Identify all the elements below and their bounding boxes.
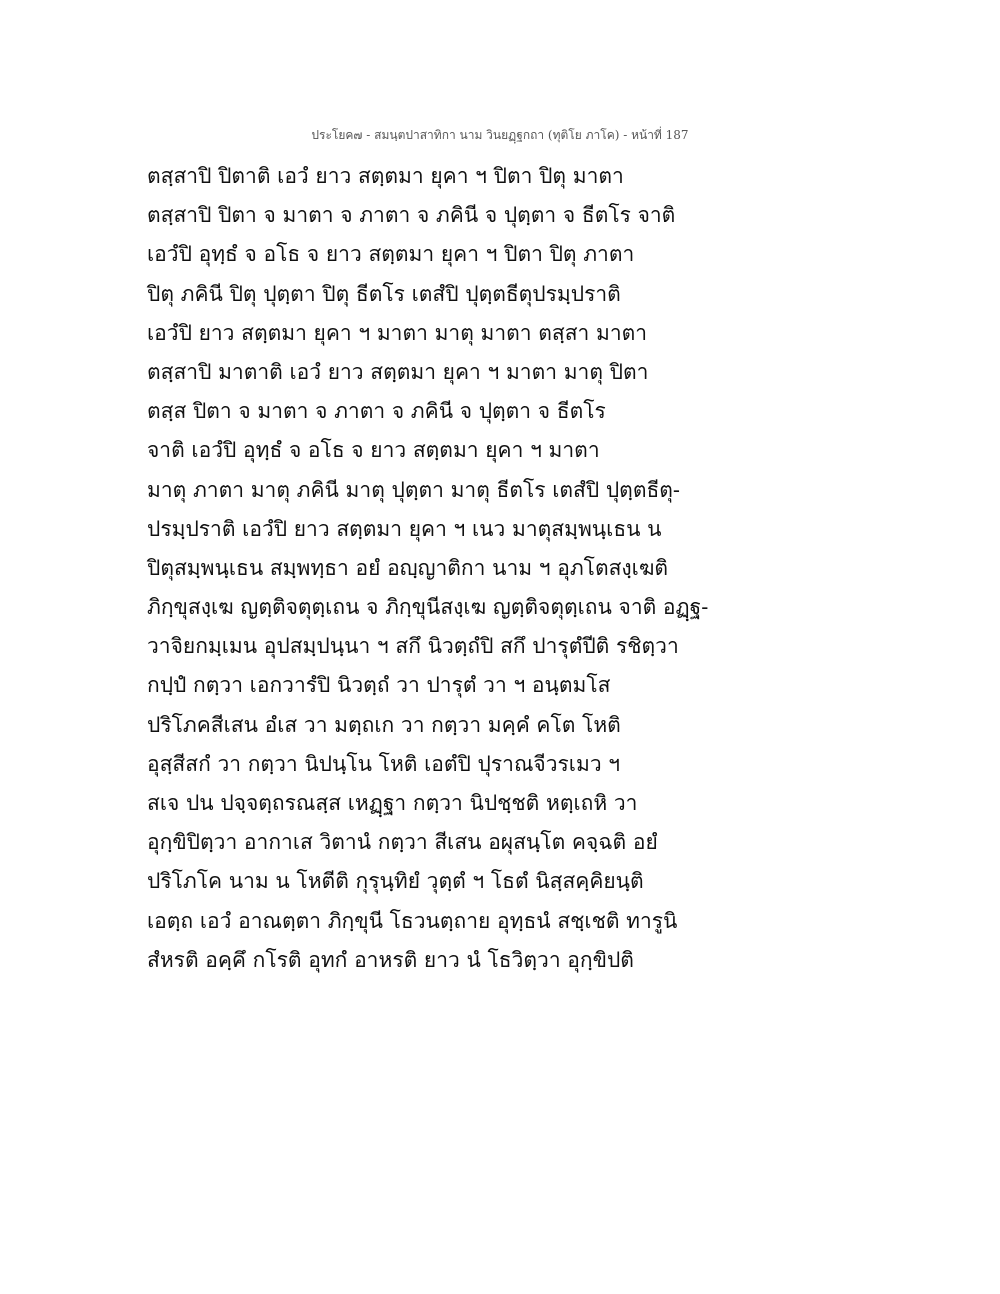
text-line: ปิตุสมฺพนฺเธน สมฺพทฺธา อยํ อญฺญาติกา นาม ฯ อุภโตสงฺเฆติ xyxy=(147,555,669,580)
text-line: เอวํปิ ยาว สตฺตมา ยุคา ฯ มาตา มาตุ มาตา ตสฺสา มาตา xyxy=(147,320,648,345)
text-line: ปริโภคสีเสน อํเส วา มตฺถเก วา กตฺวา มคฺคํ คโต โหติ xyxy=(147,712,621,737)
text-line: ตสฺสาปิ มาตาติ เอวํ ยาว สตฺตมา ยุคา ฯ มาตา มาตุ ปิตา xyxy=(147,359,649,384)
text-line: ตสฺสาปิ ปิตาติ เอวํ ยาว สตฺตมา ยุคา ฯ ปิตา ปิตุ มาตา xyxy=(147,164,624,188)
text-line: อุกฺขิปิตฺวา อากาเส วิตานํ กตฺวา สีเสน อผุสนฺโต คจฺฉติ อยํ xyxy=(147,830,658,855)
text-line: ปรมฺปราติ เอวํปิ ยาว สตฺตมา ยุคา ฯ เนว มาตุสมฺพนฺเธน น xyxy=(147,516,662,541)
body-text xyxy=(147,157,867,980)
text-line: เอวํปิ อุทฺธํ จ อโธ จ ยาว สตฺตมา ยุคา ฯ ปิตา ปิตุ ภาตา xyxy=(147,242,635,267)
text-line: จาติ เอวํปิ อุทฺธํ จ อโธ จ ยาว สตฺตมา ยุคา ฯ มาตา xyxy=(147,438,600,463)
text-line: กปฺปํ กตฺวา เอกวารํปิ นิวตฺถํ วา ปารุตํ วา ฯ อนฺตมโส xyxy=(147,673,611,698)
text-line: ตสฺสาปิ ปิตา จ มาตา จ ภาตา จ ภคินี จ ปุตฺตา จ ธีตโร จาติ xyxy=(147,203,676,228)
text-line: ปิตุ ภคินี ปิตุ ปุตฺตา ปิตุ ธีตโร เตสํปิ ปุตฺตธีตุปรมฺปราติ xyxy=(147,281,621,306)
text-line: วาจิยกมฺเมน อุปสมฺปนฺนา ฯ สกึ นิวตฺถํปิ สกึ ปารุตํปีติ รชิตฺวา xyxy=(147,634,679,659)
text-line: เอตฺถ เอวํ อาณตฺตา ภิกฺขุนี โธวนตฺถาย อุทฺธนํ สชฺเชติ ทารูนิ xyxy=(147,908,678,933)
text-line: มาตุ ภาตา มาตุ ภคินี มาตุ ปุตฺตา มาตุ ธีตโร เตสํปิ ปุตฺตธีตุ- xyxy=(147,477,681,502)
text-line: อุสฺสีสกํ วา กตฺวา นิปนฺโน โหติ เอตํปิ ปุราณจีวรเมว ฯ xyxy=(147,751,621,776)
text-line: สํหรติ อคฺคึ กโรติ อุทกํ อาหรติ ยาว นํ โธวิตฺวา อุกฺขิปติ xyxy=(147,947,634,972)
text-line: ตสฺส ปิตา จ มาตา จ ภาตา จ ภคินี จ ปุตฺตา จ ธีตโร xyxy=(147,399,606,424)
text-line: สเจ ปน ปจฺจตฺถรณสฺส เหฏฺฐา กตฺวา นิปชฺชติ หตฺเถหิ วา xyxy=(147,791,638,815)
text-line: ภิกฺขุสงฺเฆ ญตฺติจตุตฺเถน จ ภิกฺขุนีสงฺเฆ ญตฺติจตุตฺเถน จาติ อฏฺฐ- xyxy=(147,595,709,620)
page-header: ประโยค๗ - สมนฺตปาสาทิกา นาม วินยฏฺฐกถา (ทุติโย ภาโค) - หน้าที่ 187 xyxy=(311,128,689,142)
text-line: ปริโภโค นาม น โหตีติ กุรุนฺทิยํ วุตฺตํ ฯ โธตํ นิสฺสคฺคิยนฺติ xyxy=(147,869,644,894)
